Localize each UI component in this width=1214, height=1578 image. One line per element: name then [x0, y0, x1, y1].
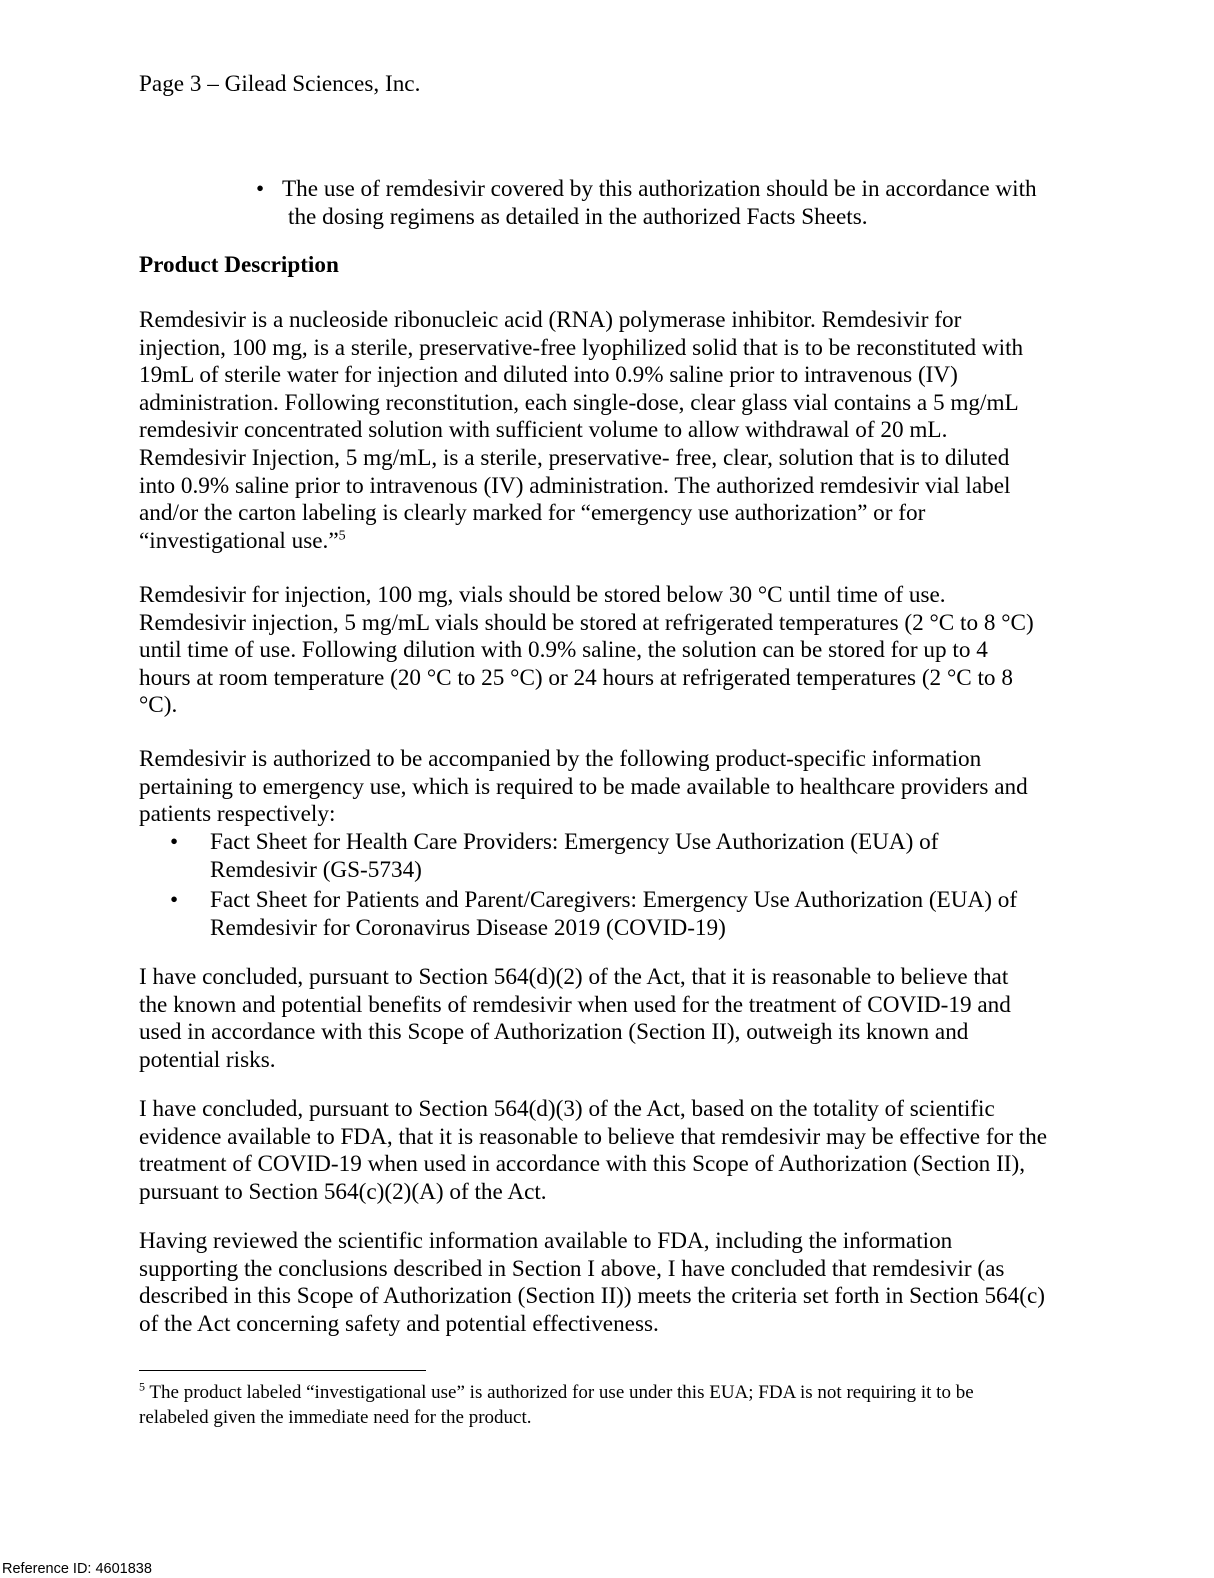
bullet-line: The use of remdesivir covered by this authorization should be in accordance with	[282, 176, 1037, 202]
paragraph-line: Remdesivir Injection, 5 mg/mL, is a sterile, preservative- free, clear, solution that is to diluted	[139, 444, 1010, 471]
bullet-line: the dosing regimens as detailed in the authorized Facts Sheets.	[288, 203, 868, 230]
paragraph-criteria-conclusion	[139, 1228, 1079, 1338]
paragraph-product-description	[139, 307, 1079, 555]
paragraph-line: Remdesivir is a nucleoside ribonucleic acid (RNA) polymerase inhibitor. Remdesivir for	[139, 307, 962, 333]
paragraph-line: described in this Scope of Authorization (Section II)) meets the criteria set forth in Section 564(c)	[139, 1283, 1045, 1310]
dosing-bullet-item	[256, 176, 1076, 231]
bullet-marker: •	[170, 887, 179, 914]
paragraph-line: evidence available to FDA, that it is reasonable to believe that remdesivir may be effective for the	[139, 1123, 1048, 1150]
paragraph-line: Having reviewed the scientific information available to FDA, including the information	[139, 1228, 953, 1254]
page-header: Page 3 – Gilead Sciences, Inc.	[139, 71, 421, 97]
paragraph-line: the known and potential benefits of remdesivir when used for the treatment of COVID-19 and	[139, 991, 1011, 1018]
paragraph-line-last	[139, 528, 1079, 556]
footnote-divider	[139, 1370, 426, 1371]
paragraph-line: pertaining to emergency use, which is required to be made available to healthcare providers and	[139, 773, 1028, 800]
fact-sheet-item	[170, 829, 1070, 884]
paragraph-line: Remdesivir injection, 5 mg/mL vials should be stored at refrigerated temperatures (2 °C to 8 °C)	[139, 609, 1034, 636]
paragraph-line: into 0.9% saline prior to intravenous (IV) administration. The authorized remdesivir vial label	[139, 472, 1011, 499]
paragraph-effectiveness-conclusion	[139, 1096, 1079, 1206]
fact-sheet-item	[170, 887, 1070, 942]
bullet-line: Remdesivir for Coronavirus Disease 2019 (COVID-19)	[210, 914, 726, 941]
paragraph-line: I have concluded, pursuant to Section 564(d)(3) of the Act, based on the totality of scientific	[139, 1096, 995, 1122]
footnote-number: 5	[139, 1379, 145, 1394]
bullet-text	[282, 176, 1076, 231]
bullet-text	[210, 887, 1017, 942]
paragraph-line: of the Act concerning safety and potential effectiveness.	[139, 1310, 659, 1337]
bullet-line: Fact Sheet for Health Care Providers: Emergency Use Authorization (EUA) of	[210, 829, 939, 855]
paragraph-line: supporting the conclusions described in Section I above, I have concluded that remdesivir (as	[139, 1255, 1005, 1282]
paragraph-line: pursuant to Section 564(c)(2)(A) of the Act.	[139, 1178, 547, 1205]
footnote-line: relabeled given the immediate need for the product.	[139, 1407, 532, 1428]
bullet-line: Fact Sheet for Patients and Parent/Caregivers: Emergency Use Authorization (EUA) of	[210, 887, 1018, 914]
paragraph-line: 19mL of sterile water for injection and diluted into 0.9% saline prior to intravenous (IV)	[139, 362, 958, 389]
paragraph-benefits-conclusion	[139, 964, 1079, 1074]
footnote-line	[139, 1380, 1039, 1405]
footnote	[139, 1380, 1039, 1430]
footnote-reference: 5	[338, 528, 346, 544]
bullet-marker: •	[170, 829, 179, 855]
reference-id: Reference ID: 4601838	[2, 1561, 152, 1577]
paragraph-line: °C).	[139, 692, 178, 719]
paragraph-line: hours at room temperature (20 °C to 25 °C) or 24 hours at refrigerated temperatures (2 °C to 8	[139, 664, 1013, 691]
paragraph-line: remdesivir concentrated solution with sufficient volume to allow withdrawal of 20 mL.	[139, 417, 948, 444]
paragraph-line: injection, 100 mg, is a sterile, preservative-free lyophilized solid that is to be reconstituted with	[139, 334, 1024, 361]
paragraph-line: Remdesivir is authorized to be accompanied by the following product-specific information	[139, 746, 982, 772]
paragraph-line: treatment of COVID-19 when used in accordance with this Scope of Authorization (Section II),	[139, 1151, 1026, 1178]
paragraph-line: administration. Following reconstitution, each single-dose, clear glass vial contains a 5 mg/mL	[139, 389, 1019, 416]
bullet-marker: •	[256, 176, 265, 202]
paragraph-line: used in accordance with this Scope of Authorization (Section II), outweigh its known and	[139, 1019, 969, 1046]
section-heading: Product Description	[139, 252, 339, 278]
bullet-line: Remdesivir (GS-5734)	[210, 856, 422, 883]
fact-sheet-list	[170, 829, 1070, 945]
paragraph-line-text: “investigational use.”	[139, 527, 339, 554]
paragraph-line: patients respectively:	[139, 801, 336, 828]
paragraph-line: and/or the carton labeling is clearly marked for “emergency use authorization” or for	[139, 500, 926, 527]
footnote-text: The product labeled “investigational use” is authorized for use under this EUA; FDA is not requiring it to be	[149, 1382, 974, 1403]
bullet-text	[210, 829, 938, 884]
paragraph-line: Remdesivir for injection, 100 mg, vials should be stored below 30 °C until time of use.	[139, 582, 946, 608]
paragraph-storage	[139, 582, 1079, 720]
paragraph-line: until time of use. Following dilution with 0.9% saline, the solution can be stored for up to 4	[139, 637, 988, 664]
paragraph-line: I have concluded, pursuant to Section 564(d)(2) of the Act, that it is reasonable to believe that	[139, 964, 1009, 990]
paragraph-authorized-info	[139, 746, 1079, 829]
paragraph-line: potential risks.	[139, 1046, 276, 1073]
